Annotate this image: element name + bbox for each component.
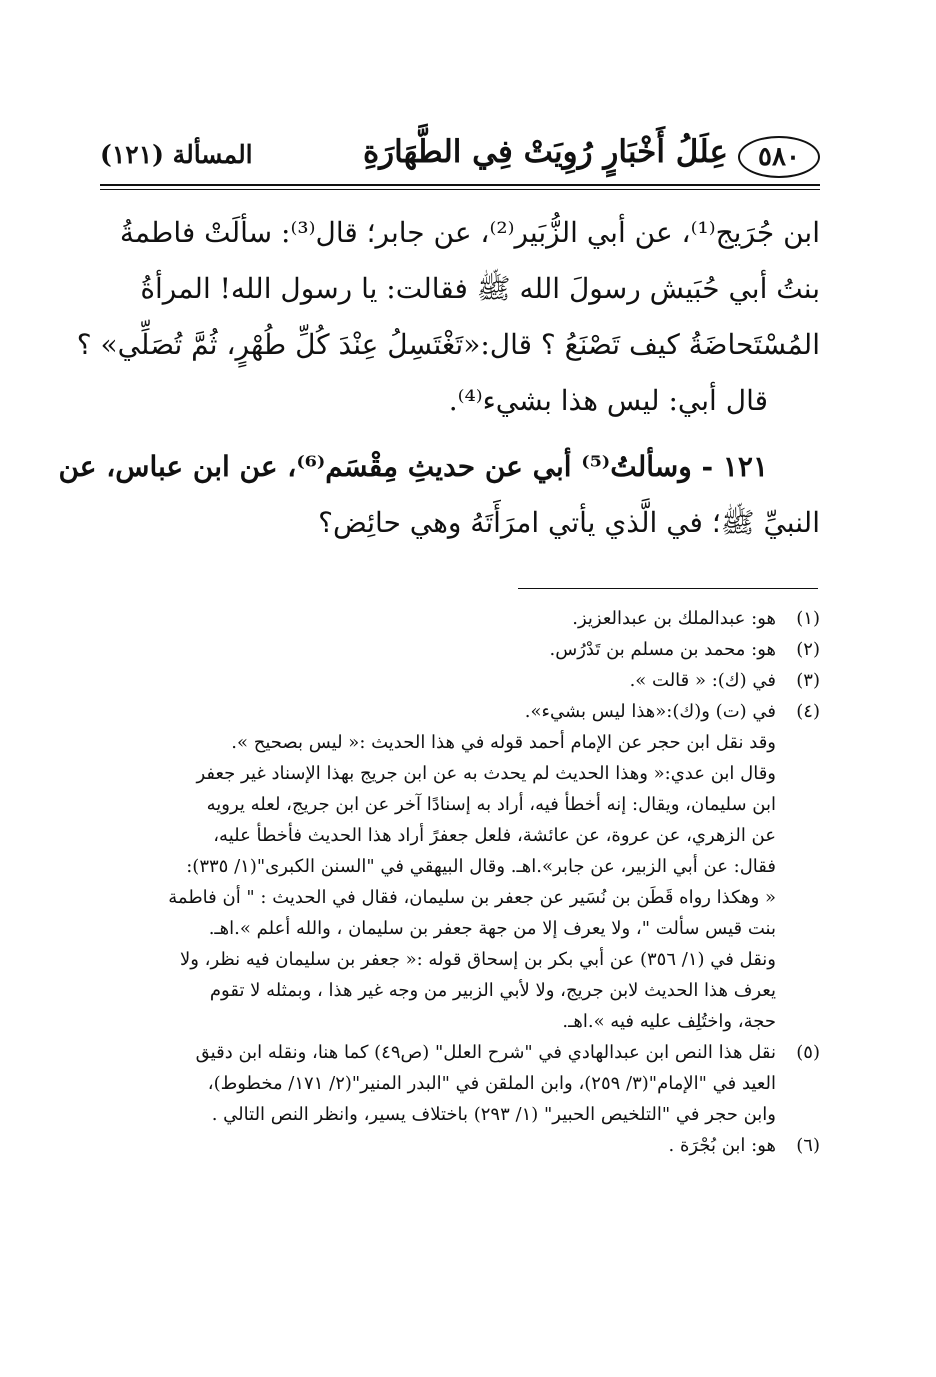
footnote-line: ونقل في (١/ ٣٥٦) عن أبي بكر بن إسحاق قوله :« جعفر بن سليمان فيه نظر، ولا: [179, 949, 776, 970]
text-line: ابن جُرَيج⁽¹⁾، عن أبي الزُّبَير⁽²⁾، عن جابر؛ قال⁽³⁾: سألَتْ فاطمةُ: [119, 216, 820, 249]
issue-label: المسألة (١٢١): [100, 140, 253, 169]
footnote-number: (١): [796, 608, 820, 629]
header-rule-thin: [100, 189, 820, 190]
footnote: [100, 1130, 820, 1161]
footnote: [100, 634, 820, 665]
footnote-line: « وهكذا رواه قَطَن بن نُسَير عن جعفر بن سليمان، فقال في الحديث : " أن فاطمة: [168, 887, 776, 908]
footnote-line: حجة، واختُلِف عليه فيه ».اهـ.: [562, 1011, 776, 1032]
footnote-line: يعرف هذا الحديث لابن جريج، ولا لأبي الزبير من وجه غير هذا ، وبمثله لا تقوم: [209, 980, 776, 1001]
footnote-line: بنت قيس سألت "، ولا يعرف إلا من جهة جعفر بن سليمان ، والله أعلم ».اهـ.: [208, 918, 776, 939]
footnote-line: هو: ابن بُجْرَة .: [668, 1135, 776, 1156]
footnote-line: وقد نقل ابن حجر عن الإمام أحمد قوله في هذا الحديث :« ليس بصحيح ».: [231, 732, 776, 753]
footnote-number: (٣): [796, 670, 820, 691]
footnote-line: نقل هذا النص ابن عبدالهادي في "شرح العلل" (ص٤٩) كما هنا، ونقله ابن دقيق: [195, 1042, 776, 1063]
footnote-line: العيد في "الإمام"(٣/ ٢٥٩)، وابن الملقن في "البدر المنير"(٢/ ١٧١/ مخطوط)،: [207, 1073, 776, 1094]
footnote: [100, 665, 820, 696]
text-line: قال أبي: ليس هذا بشيء⁽⁴⁾.: [448, 384, 768, 417]
footnote-line: وابن حجر في "التلخيص الحبير" (١/ ٢٩٣) باختلاف يسير، وانظر النص التالي .: [211, 1104, 776, 1125]
footnote-line: في (ت) و(ك):«هذا ليس بشيء».: [524, 701, 776, 722]
footnotes: [100, 603, 820, 1161]
page-number: ٥٨٠: [738, 136, 820, 178]
footnote-number: (٦): [796, 1135, 820, 1156]
question-heading: ١٢١ - وسألتُ⁽⁵⁾ أبي عن حديثِ مِقْسَم⁽⁶⁾، عن ابن عباس، عن: [58, 450, 768, 483]
header-rule: [100, 184, 820, 186]
footnote: [100, 1037, 820, 1130]
footnote: [100, 603, 820, 634]
footnote-line: ابن سليمان، ويقال: إنه أخطأ فيه، أراد به إسنادًا آخر عن ابن جريج، لعله يرويه: [206, 794, 776, 815]
footnote-number: (٢): [796, 639, 820, 660]
main-text: [58, 205, 820, 551]
footnote: [100, 696, 820, 1037]
footnote-number: (٤): [796, 701, 820, 722]
footnote-number: (٥): [796, 1042, 820, 1063]
footnote-line: هو: محمد بن مسلم بن تَدْرُس.: [549, 639, 776, 660]
footnote-separator: [518, 588, 818, 589]
footnote-line: وقال ابن عدي:« وهذا الحديث لم يحدث به عن ابن جريج بهذا الإسناد غير جعفر: [196, 763, 776, 784]
text-line: المُسْتَحاضَةُ كيف تَصْنَعُ ؟ قال:«تَغْتَسِلُ عِنْدَ كُلِّ طُهْرٍ، ثُمَّ تُصَلِّي» ؟: [76, 328, 820, 361]
text-line: النبيِّ ﷺ؛ في الَّذي يأتي امرَأَتَهُ وهي حائِض؟: [318, 506, 820, 539]
text-line: بنتُ أبي حُبَيش رسولَ الله ﷺ فقالت: يا رسول الله! المرأةُ: [140, 272, 820, 305]
footnote-line: عن الزهري، عن عروة، عن عائشة، فلعل جعفرً أراد هذا الحديث فأخطأ عليه،: [213, 825, 776, 846]
footnote-line: فقال: عن أبي الزبير، عن جابر».اهـ. وقال البيهقي في "السنن الكبرى"(١/ ٣٣٥):: [186, 856, 776, 877]
footnote-line: هو: عبدالملك بن عبدالعزيز.: [572, 608, 776, 629]
page-header: [100, 132, 820, 182]
footnote-line: في (ك): « قالت ».: [629, 670, 776, 691]
book-title: عِلَلُ أَخْبَارٍ رُوِيَتْ فِي الطَّهَارَةِ: [362, 134, 728, 170]
